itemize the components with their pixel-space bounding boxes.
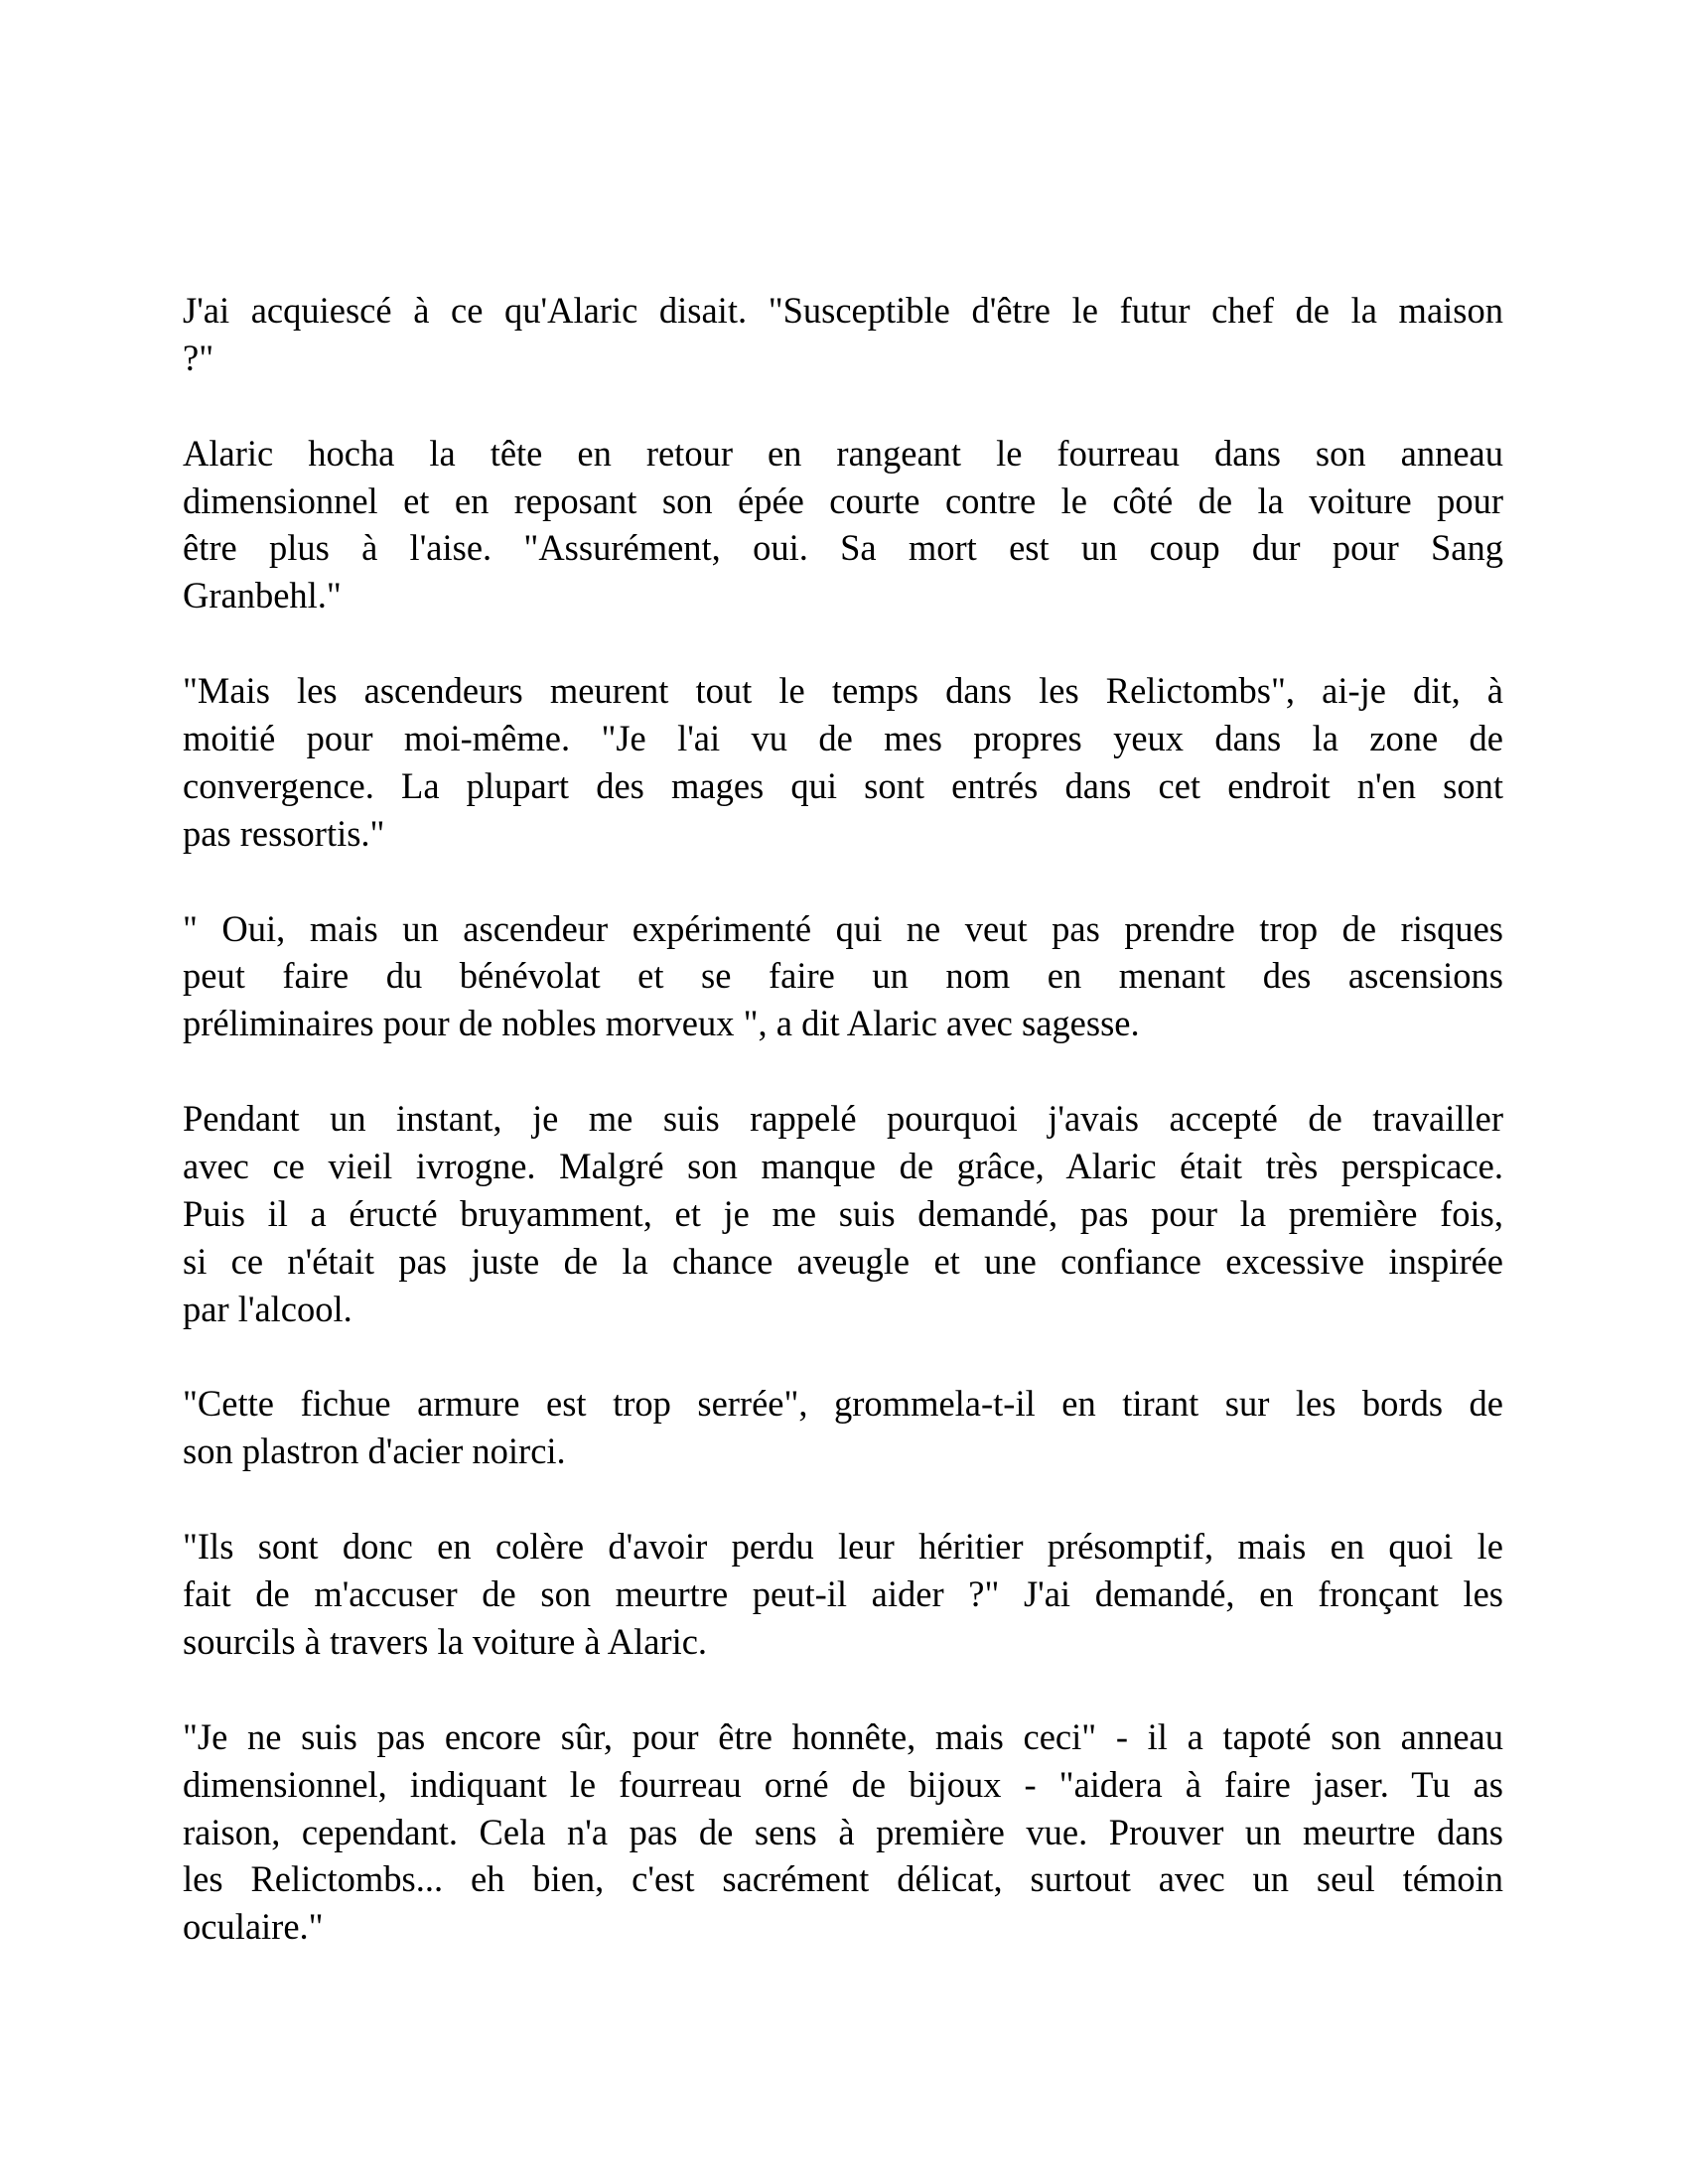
text-line: Pendant un instant, je me suis rappelé pourquoi j'avais accepté de travailler bbox=[183, 1098, 1503, 1140]
paragraph-7 bbox=[183, 1523, 1503, 1666]
paragraph-8 bbox=[183, 1713, 1503, 1951]
text-line: dimensionnel, indiquant le fourreau orné de bijoux - "aidera à faire jaser. Tu as bbox=[183, 1763, 1503, 1805]
text-line: Granbehl." bbox=[183, 575, 342, 616]
text-line: son plastron d'acier noirci. bbox=[183, 1431, 566, 1472]
paragraph-5 bbox=[183, 1095, 1503, 1332]
paragraph-6 bbox=[183, 1380, 1503, 1475]
text-line: sourcils à travers la voiture à Alaric. bbox=[183, 1620, 708, 1662]
text-line: les Relictombs... eh bien, c'est sacrément délicat, surtout avec un seul témoin bbox=[183, 1858, 1503, 1900]
text-line: pas ressortis." bbox=[183, 812, 385, 854]
text-line: peut faire du bénévolat et se faire un nom en menant des ascensions bbox=[183, 955, 1503, 997]
text-line: raison, cependant. Cela n'a pas de sens à première vue. Prouver un meurtre dans bbox=[183, 1811, 1503, 1852]
document-page bbox=[183, 287, 1503, 1998]
text-line: "Cette fichue armure est trop serrée", grommela-t-il en tirant sur les bords de bbox=[183, 1383, 1503, 1425]
text-line: être plus à l'aise. "Assurément, oui. Sa mort est un coup dur pour Sang bbox=[183, 527, 1503, 569]
text-line: Alaric hocha la tête en retour en rangeant le fourreau dans son anneau bbox=[183, 432, 1503, 474]
paragraph-3 bbox=[183, 667, 1503, 858]
text-line: Puis il a éructé bruyamment, et je me suis demandé, pas pour la première fois, bbox=[183, 1192, 1503, 1234]
text-line: "Mais les ascendeurs meurent tout le temps dans les Relictombs", ai-je dit, à bbox=[183, 670, 1503, 712]
text-line: préliminaires pour de nobles morveux ", a dit Alaric avec sagesse. bbox=[183, 1003, 1140, 1044]
paragraph-2 bbox=[183, 430, 1503, 620]
text-line: "Je ne suis pas encore sûr, pour être honnête, mais ceci" - il a tapoté son anneau bbox=[183, 1715, 1503, 1757]
text-line: oculaire." bbox=[183, 1906, 324, 1948]
text-line: J'ai acquiescé à ce qu'Alaric disait. "Susceptible d'être le futur chef de la maison bbox=[183, 290, 1503, 331]
text-line: avec ce vieil ivrogne. Malgré son manque de grâce, Alaric était très perspicace. bbox=[183, 1146, 1503, 1187]
text-line: par l'alcool. bbox=[183, 1288, 352, 1329]
text-line: moitié pour moi-même. "Je l'ai vu de mes propres yeux dans la zone de bbox=[183, 718, 1503, 759]
text-line: si ce n'était pas juste de la chance aveugle et une confiance excessive inspirée bbox=[183, 1240, 1503, 1282]
text-line: convergence. La plupart des mages qui sont entrés dans cet endroit n'en sont bbox=[183, 764, 1503, 806]
text-line: ?" bbox=[183, 337, 214, 378]
paragraph-4 bbox=[183, 905, 1503, 1048]
text-line: dimensionnel et en reposant son épée courte contre le côté de la voiture pour bbox=[183, 479, 1503, 521]
text-line: "Ils sont donc en colère d'avoir perdu leur héritier présomptif, mais en quoi le bbox=[183, 1526, 1503, 1568]
paragraph-1 bbox=[183, 287, 1503, 382]
text-line: fait de m'accuser de son meurtre peut-il aider ?" J'ai demandé, en fronçant les bbox=[183, 1573, 1503, 1615]
text-line: " Oui, mais un ascendeur expérimenté qui ne veut pas prendre trop de risques bbox=[183, 907, 1503, 949]
